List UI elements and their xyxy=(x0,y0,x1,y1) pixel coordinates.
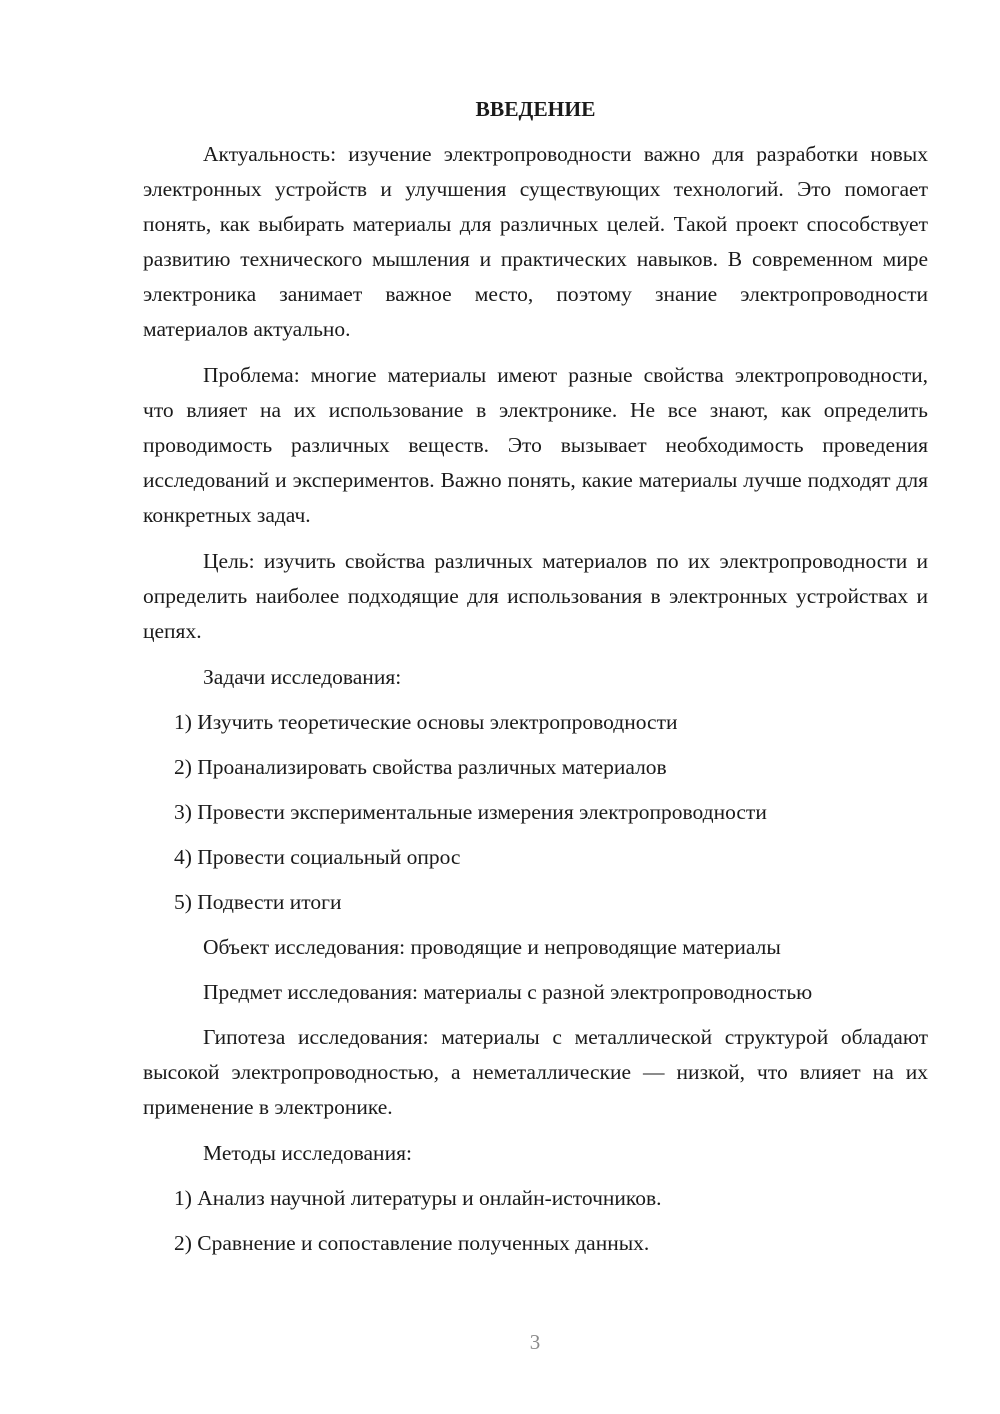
methods-heading: Методы исследования: xyxy=(203,1141,412,1165)
relevance-paragraph: Актуальность: изучение электропроводности важно для разработки новых электронных устройств и улучшения существующих технологий. Это помогает понять, как выбирать материалы для различных целей. Такой проект способствует развитию технического мышления и практических навыков. В современном мире электроника занимает важное место, поэтому знание электропроводности материалов актуально. xyxy=(143,142,928,341)
subject-paragraph: Предмет исследования: материалы с разной электропроводностью xyxy=(203,980,813,1004)
hypothesis-paragraph: Гипотеза исследования: материалы с металлической структурой обладают высокой электропроводностью, а неметаллические — низкой, что влияет на их применение в электронике. xyxy=(143,1025,928,1119)
page-number: 3 xyxy=(529,1330,541,1354)
document-page xyxy=(143,92,928,1271)
list-item: 1) Анализ научной литературы и онлайн-источников. xyxy=(174,1186,662,1210)
list-item: 2) Сравнение и сопоставление полученных данных. xyxy=(174,1231,650,1255)
object-paragraph: Объект исследования: проводящие и непроводящие материалы xyxy=(203,935,781,959)
list-item: 5) Подвести итоги xyxy=(174,890,342,914)
methods-list xyxy=(143,1181,928,1261)
list-item: 4) Провести социальный опрос xyxy=(174,845,461,869)
page-title: ВВЕДЕНИЕ xyxy=(475,97,596,121)
list-item: 1) Изучить теоретические основы электропроводности xyxy=(174,710,678,734)
list-item: 2) Проанализировать свойства различных материалов xyxy=(174,755,667,779)
problem-paragraph: Проблема: многие материалы имеют разные свойства электропроводности, что влияет на их использование в электронике. Не все знают, как определить проводимость различных веществ. Это вызывает необходимость проведения исследований и экспериментов. Важно понять, какие материалы лучше подходят для конкретных задач. xyxy=(143,363,928,527)
goal-paragraph: Цель: изучить свойства различных материалов по их электропроводности и определить наиболее подходящие для использования в электронных устройствах и цепях. xyxy=(143,549,928,643)
tasks-list xyxy=(143,705,928,920)
tasks-heading: Задачи исследования: xyxy=(203,665,402,689)
list-item: 3) Провести экспериментальные измерения электропроводности xyxy=(174,800,767,824)
